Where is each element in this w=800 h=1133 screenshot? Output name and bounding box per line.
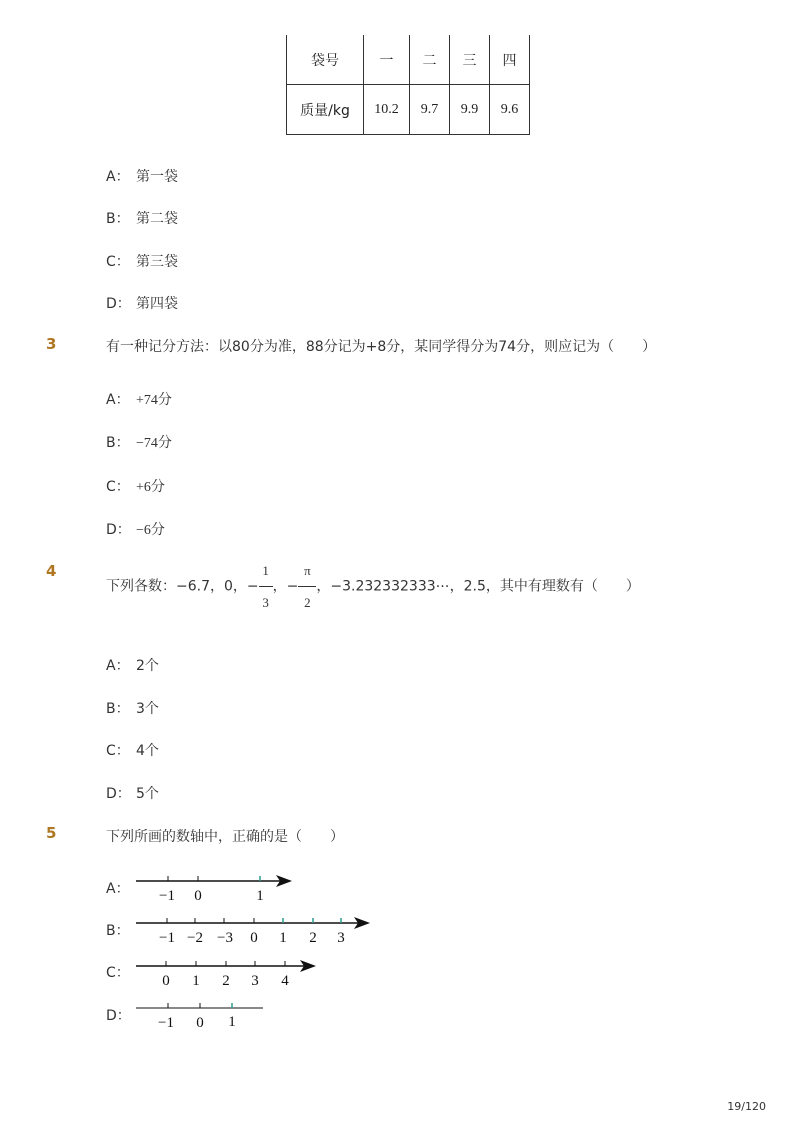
q3-option-c[interactable]: C： +6分 [106,479,165,495]
table-cell: 10.2 [364,85,410,135]
q5-option-b-label[interactable]: B： [106,923,130,939]
q4-option-b[interactable]: B： 3个 [106,701,159,717]
tick-label: 1 [192,973,200,989]
q5-option-c-label[interactable]: C： [106,965,130,981]
q5-option-d-label[interactable]: D： [106,1008,131,1024]
tick-label: 0 [250,930,258,946]
tick-label: −3 [217,930,233,946]
tick-label: 4 [281,973,289,989]
tick-label: 2 [222,973,230,989]
tick-label: −1 [159,888,175,904]
tick-label: 2 [309,930,317,946]
tick-label: 1 [228,1014,236,1030]
question-number: 3 [46,335,57,353]
table-header-cell: 袋号 [287,35,364,85]
q2-option-c[interactable]: C： 第三袋 [106,254,178,270]
page-number: 19/120 [727,1100,766,1113]
table-header-cell: 四 [490,35,530,85]
table-cell: 9.7 [410,85,450,135]
table-cell: 9.9 [450,85,490,135]
table-header-cell: 二 [410,35,450,85]
table-cell: 9.6 [490,85,530,135]
question-text-suffix: ，−3.232332333⋯，2.5，其中有理数有（ ） [316,578,640,595]
q3-option-d[interactable]: D： −6分 [106,522,165,538]
question-number: 5 [46,824,57,842]
q4-option-c[interactable]: C： 4个 [106,743,159,759]
q3-option-a[interactable]: A： +74分 [106,392,172,408]
tick-label: 3 [251,973,259,989]
q5-option-b-number-line[interactable] [136,912,376,948]
bag-weight-table [286,35,530,135]
tick-label: 0 [194,888,202,904]
fraction-pi-over-two: $\frac{\pi}{2}$ [298,564,316,609]
fraction-one-third: $\frac{1}{3}$ [259,564,273,609]
table-cell: 质量/kg [287,85,364,135]
question-text-prefix: 下列各数：−6.7，0，− [106,578,259,595]
q5-option-c-number-line[interactable] [136,955,326,991]
q5-option-a-label[interactable]: A： [106,881,130,897]
table-header-cell: 一 [364,35,410,85]
table-row [287,85,530,135]
table-header-cell: 三 [450,35,490,85]
question-text: 下列所画的数轴中，正确的是（ ） [106,829,344,845]
question-number: 4 [46,562,57,580]
tick-label: −1 [158,1015,174,1031]
q2-option-b[interactable]: B： 第二袋 [106,211,178,227]
q5-option-a-number-line[interactable] [136,870,296,906]
q2-option-a[interactable]: A： 第一袋 [106,169,178,185]
tick-label: 1 [256,888,264,904]
tick-label: −1 [159,930,175,946]
q2-option-d[interactable]: D： 第四袋 [106,296,178,312]
tick-label: −2 [187,930,203,946]
tick-label: 3 [337,930,345,946]
tick-label: 0 [196,1015,204,1031]
q3-option-b[interactable]: B： −74分 [106,435,172,451]
tick-label: 0 [162,973,170,989]
question-text: 有一种记分方法：以80分为准，88分记为+8分，某同学得分为74分，则应记为（ ） [106,339,657,355]
q4-option-a[interactable]: A： 2个 [106,658,159,674]
question-text [106,564,640,609]
tick-label: 1 [279,930,287,946]
question-text-mid: ，− [272,578,299,595]
q4-option-d[interactable]: D： 5个 [106,786,159,802]
q5-option-d-number-line[interactable] [136,997,276,1033]
table-header-row [287,35,530,85]
